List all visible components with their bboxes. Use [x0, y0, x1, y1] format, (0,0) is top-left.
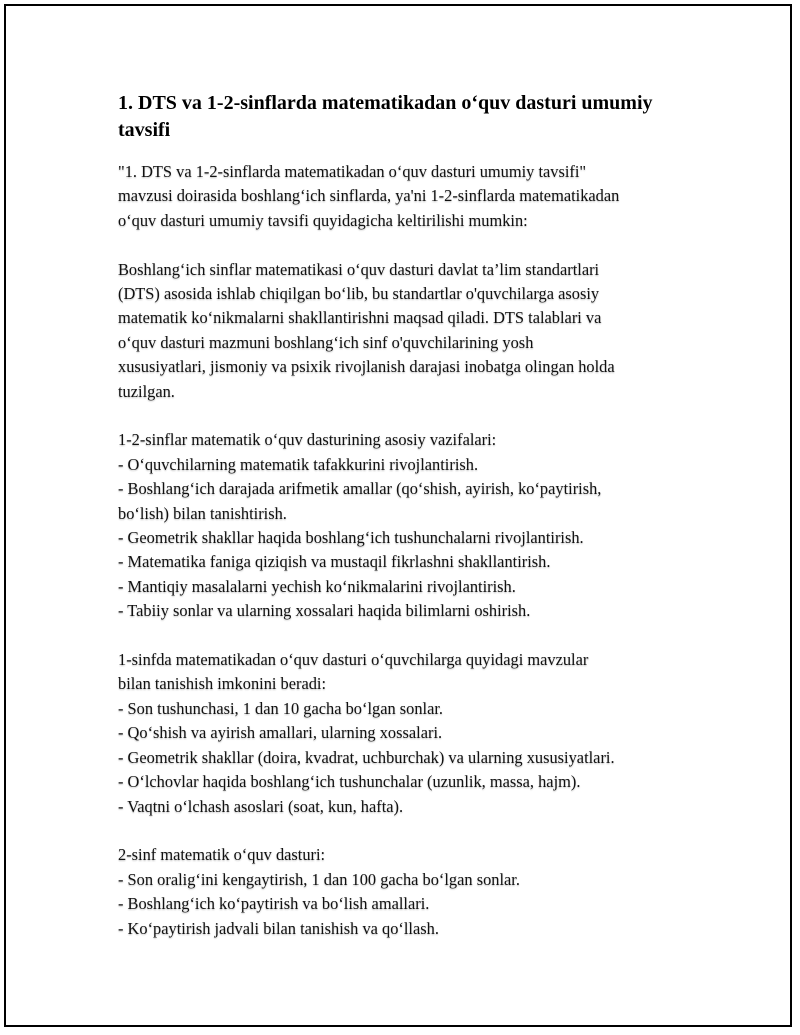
text-line: xususiyatlari, jismoniy va psixik rivojlanish darajasi inobatga olingan holda [118, 357, 615, 377]
text-line: 1-sinfda matematikadan o‘quv dasturi o‘quvchilarga quyidagi mavzular [118, 650, 589, 670]
text-line: - Qo‘shish va ayirish amallari, ularning xossalari. [118, 723, 443, 743]
paragraph [118, 258, 698, 404]
text-line: 1-2-sinflar matematik o‘quv dasturining asosiy vazifalari: [118, 430, 497, 450]
paragraph [118, 648, 698, 819]
text-line: tuzilgan. [118, 381, 175, 401]
text-line: - O‘quvchilarning matematik tafakkurini rivojlantirish. [118, 454, 479, 474]
paragraph [118, 428, 698, 623]
text-line: - Matematika faniga qiziqish va mustaqil fikrlashni shakllantirish. [118, 552, 551, 572]
document-title: 1. DTS va 1-2-sinflarda matematikadan o‘quv dasturi umumiy tavsifi [118, 92, 653, 141]
text-line: - Son tushunchasi, 1 dan 10 gacha bo‘lgan sonlar. [118, 698, 444, 718]
text-line: 2-sinf matematik o‘quv dasturi: [118, 845, 326, 865]
text-line: - Tabiiy sonlar va ularning xossalari haqida bilimlarni oshirish. [118, 601, 531, 621]
paragraph [118, 160, 698, 233]
text-line: - Mantiqiy masalalarni yechish ko‘nikmalarini rivojlantirish. [118, 576, 516, 596]
text-line: o‘quv dasturi umumiy tavsifi quyidagicha keltirilishi mumkin: [118, 210, 528, 230]
text-line: - Son oralig‘ini kengaytirish, 1 dan 100 gacha bo‘lgan sonlar. [118, 869, 520, 889]
document-body [118, 160, 698, 941]
text-line: matematik ko‘nikmalarni shakllantirishni maqsad qiladi. DTS talablari va [118, 308, 602, 328]
text-line: mavzusi doirasida boshlang‘ich sinflarda, ya'ni 1-2-sinflarda matematikadan [118, 186, 620, 206]
text-line: - Geometrik shakllar (doira, kvadrat, uchburchak) va ularning xususiyatlari. [118, 747, 615, 767]
text-line: bilan tanishish imkonini beradi: [118, 674, 327, 694]
paragraph [118, 843, 698, 941]
text-line: - Boshlang‘ich darajada arifmetik amallar (qo‘shish, ayirish, ko‘paytirish, [118, 479, 602, 499]
text-line: - Vaqtni o‘lchash asoslari (soat, kun, hafta). [118, 796, 404, 816]
text-line: o‘quv dasturi mazmuni boshlang‘ich sinf o'quvchilarining yosh [118, 332, 534, 352]
text-line: - Ko‘paytirish jadvali bilan tanishish va qo‘llash. [118, 918, 439, 938]
text-line: (DTS) asosida ishlab chiqilgan bo‘lib, bu standartlar o'quvchilarga asosiy [118, 284, 600, 304]
text-line: "1. DTS va 1-2-sinflarda matematikadan o‘quv dasturi umumiy tavsifi" [118, 162, 587, 181]
text-line: - O‘lchovlar haqida boshlang‘ich tushunchalar (uzunlik, massa, hajm). [118, 772, 581, 792]
text-line: Boshlang‘ich sinflar matematikasi o‘quv dasturi davlat ta’lim standartlari [118, 259, 600, 279]
text-line: bo‘lish) bilan tanishtirish. [118, 503, 287, 523]
document-content [118, 90, 698, 965]
text-line: - Geometrik shakllar haqida boshlang‘ich tushunchalarni rivojlantirish. [118, 528, 584, 548]
text-line: - Boshlang‘ich ko‘paytirish va bo‘lish amallari. [118, 894, 430, 914]
